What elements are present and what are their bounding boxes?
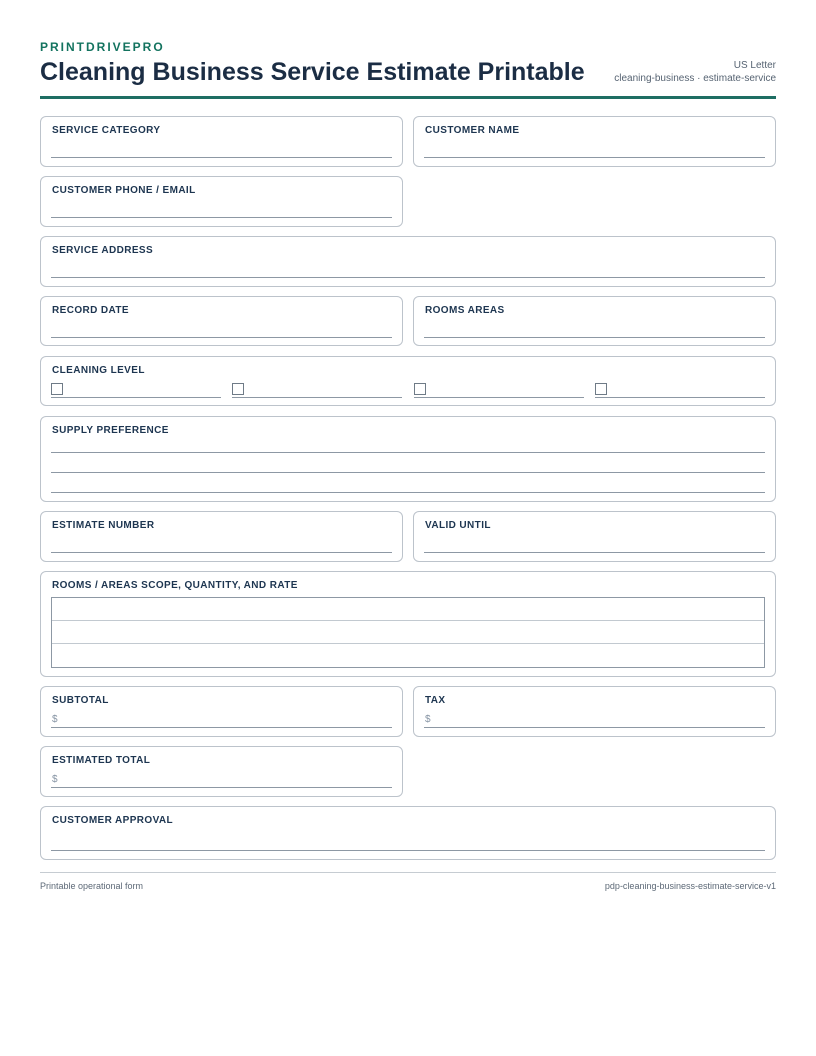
scope-table-field (40, 571, 776, 677)
customer-name-field (413, 116, 776, 167)
customer-approval-field (40, 806, 776, 860)
header-rule (40, 96, 776, 99)
table-row[interactable] (52, 644, 764, 667)
brand-name: PRINTDRIVEPRO (40, 40, 165, 54)
customer-contact-input[interactable] (51, 217, 392, 218)
supply-preference-line-2[interactable] (51, 472, 765, 473)
customer-name-input[interactable] (424, 157, 765, 158)
record-date-field (40, 296, 403, 346)
page-title: Cleaning Business Service Estimate Printable (40, 58, 585, 86)
subtotal-currency: $ (52, 714, 58, 725)
estimated-total-field (40, 746, 403, 797)
checkbox-icon[interactable] (595, 383, 607, 395)
cleaning-level-field (40, 356, 776, 406)
form-tags: cleaning-business · estimate-service (614, 73, 776, 84)
customer-name-label: CUSTOMER NAME (425, 125, 520, 136)
service-category-label: SERVICE CATEGORY (52, 125, 161, 136)
table-row[interactable] (52, 621, 764, 644)
estimated-total-input[interactable] (51, 787, 392, 788)
estimated-total-label: ESTIMATED TOTAL (52, 755, 151, 766)
valid-until-input[interactable] (424, 552, 765, 553)
supply-preference-label: SUPPLY PREFERENCE (52, 425, 169, 436)
rooms-areas-field (413, 296, 776, 346)
valid-until-label: VALID UNTIL (425, 520, 491, 531)
footer-form-id: pdp-cleaning-business-estimate-service-v1 (604, 881, 776, 891)
estimate-number-label: ESTIMATE NUMBER (52, 520, 155, 531)
page-meta (614, 59, 776, 85)
service-category-field (40, 116, 403, 167)
service-address-label: SERVICE ADDRESS (52, 245, 154, 256)
scope-table (51, 597, 765, 668)
supply-preference-line-3[interactable] (51, 492, 765, 493)
cleaning-level-option-4[interactable] (595, 383, 765, 398)
checkbox-icon[interactable] (232, 383, 244, 395)
subtotal-field (40, 686, 403, 737)
customer-approval-signature-line[interactable] (51, 850, 765, 851)
subtotal-label: SUBTOTAL (52, 695, 109, 706)
customer-approval-label: CUSTOMER APPROVAL (52, 815, 174, 826)
tax-input[interactable] (424, 727, 765, 728)
cleaning-level-option-1[interactable] (51, 383, 221, 398)
estimate-number-field (40, 511, 403, 562)
rooms-areas-input[interactable] (424, 337, 765, 338)
customer-contact-label: CUSTOMER PHONE / EMAIL (52, 185, 196, 196)
supply-preference-line-1[interactable] (51, 452, 765, 453)
customer-contact-field (40, 176, 403, 227)
service-address-field (40, 236, 776, 287)
valid-until-field (413, 511, 776, 562)
service-address-input[interactable] (51, 277, 765, 278)
footer-rule (40, 872, 776, 873)
tax-currency: $ (425, 714, 431, 725)
page-size-label: US Letter (733, 60, 776, 71)
record-date-label: RECORD DATE (52, 305, 129, 316)
scope-table-label: ROOMS / AREAS SCOPE, QUANTITY, AND RATE (52, 580, 298, 591)
service-category-input[interactable] (51, 157, 392, 158)
rooms-areas-label: ROOMS AREAS (425, 305, 505, 316)
cleaning-level-option-3[interactable] (414, 383, 584, 398)
estimate-number-input[interactable] (51, 552, 392, 553)
estimated-total-currency: $ (52, 774, 58, 785)
subtotal-input[interactable] (51, 727, 392, 728)
checkbox-icon[interactable] (51, 383, 63, 395)
tax-field (413, 686, 776, 737)
cleaning-level-option-2[interactable] (232, 383, 402, 398)
cleaning-level-label: CLEANING LEVEL (52, 365, 145, 376)
checkbox-icon[interactable] (414, 383, 426, 395)
supply-preference-field (40, 416, 776, 502)
table-row[interactable] (52, 598, 764, 621)
record-date-input[interactable] (51, 337, 392, 338)
tax-label: TAX (425, 695, 446, 706)
footer-left-text: Printable operational form (40, 881, 144, 891)
